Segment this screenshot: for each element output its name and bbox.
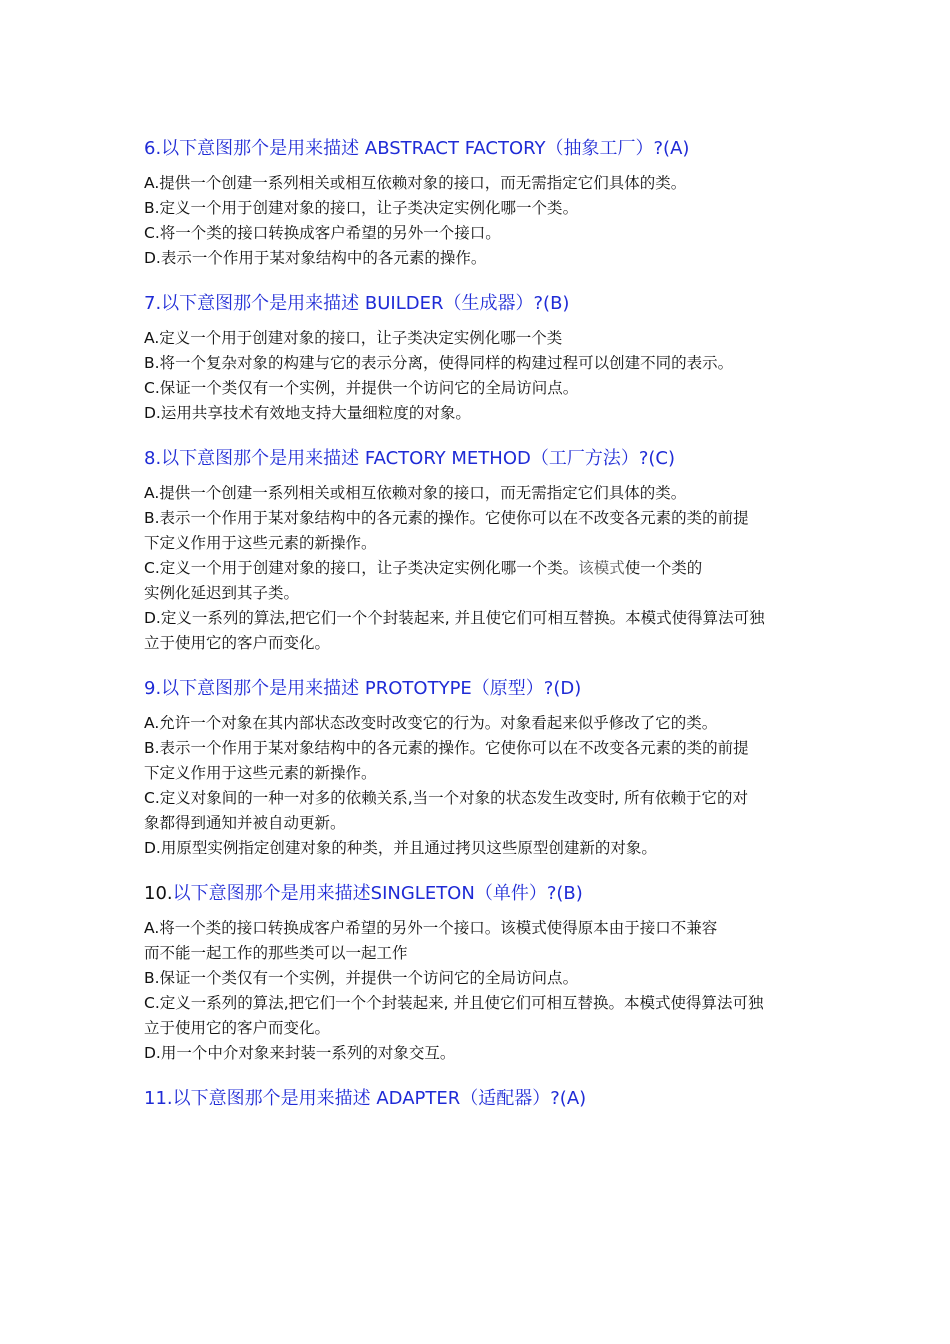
option-c-continued: 实例化延迟到其子类。	[144, 584, 300, 602]
option-a: A.提供一个创建一系列相关或相互依赖对象的接口，而无需指定它们具体的类。	[144, 174, 687, 192]
option-b: B.表示一个作用于某对象结构中的各元素的操作。它使你可以在不改变各元素的类的前提	[144, 509, 749, 527]
option-a: A.将一个类的接口转换成客户希望的另外一个接口。该模式使得原本由于接口不兼容	[144, 919, 718, 937]
question-title: 11.以下意图那个是用来描述 ADAPTER（适配器）?(A)	[144, 1088, 587, 1109]
option-d: D.表示一个作用于某对象结构中的各元素的操作。	[144, 249, 487, 267]
question-6	[144, 134, 824, 271]
document-page	[144, 134, 824, 1132]
question-11	[144, 1084, 824, 1114]
option-a: A.提供一个创建一系列相关或相互依赖对象的接口，而无需指定它们具体的类。	[144, 484, 687, 502]
option-d: D.用原型实例指定创建对象的种类，并且通过拷贝这些原型创建新的对象。	[144, 839, 657, 857]
question-number: 10.	[144, 883, 173, 904]
option-a: A.允许一个对象在其内部状态改变时改变它的行为。对象看起来似乎修改了它的类。	[144, 714, 718, 732]
option-b-continued: 下定义作用于这些元素的新操作。	[144, 764, 377, 782]
option-d: D.定义一系列的算法,把它们一个个封装起来, 并且使它们可相互替换。本模式使得算法可独	[144, 609, 765, 627]
option-b: B.将一个复杂对象的构建与它的表示分离，使得同样的构建过程可以创建不同的表示。	[144, 354, 734, 372]
option-d: D.用一个中介对象来封装一系列的对象交互。	[144, 1044, 456, 1062]
question-title: 6.以下意图那个是用来描述 ABSTRACT FACTORY（抽象工厂）?(A)	[144, 138, 690, 159]
option-c-grey-text: 该模式	[578, 559, 625, 577]
question-title-text: 以下意图那个是用来描述SINGLETON（单件）?(B)	[172, 883, 583, 904]
option-c-continued: 立于使用它的客户而变化。	[144, 1019, 331, 1037]
option-b: B.保证一个类仅有一个实例，并提供一个访问它的全局访问点。	[144, 969, 579, 987]
question-title: 9.以下意图那个是用来描述 PROTOTYPE（原型）?(D)	[144, 678, 582, 699]
question-title	[144, 879, 824, 909]
question-title: 7.以下意图那个是用来描述 BUILDER（生成器）?(B)	[144, 293, 570, 314]
option-c: C.定义一系列的算法,把它们一个个封装起来, 并且使它们可相互替换。本模式使得算法可独	[144, 994, 764, 1012]
option-c-continued: 象都得到通知并被自动更新。	[144, 814, 346, 832]
option-c: C.保证一个类仅有一个实例，并提供一个访问它的全局访问点。	[144, 379, 579, 397]
option-c	[144, 556, 824, 581]
option-c: C.将一个类的接口转换成客户希望的另外一个接口。	[144, 224, 501, 242]
question-10	[144, 879, 824, 1066]
option-a: A.定义一个用于创建对象的接口，让子类决定实例化哪一个类	[144, 329, 563, 347]
option-d-continued: 立于使用它的客户而变化。	[144, 634, 331, 652]
option-c-text: C.定义一个用于创建对象的接口，让子类决定实例化哪一个类。	[144, 559, 579, 577]
question-7	[144, 289, 824, 426]
option-c: C.定义对象间的一种一对多的依赖关系,当一个对象的状态发生改变时, 所有依赖于它的对	[144, 789, 749, 807]
option-d: D.运用共享技术有效地支持大量细粒度的对象。	[144, 404, 471, 422]
option-a-continued: 而不能一起工作的那些类可以一起工作	[144, 944, 408, 962]
option-b: B.表示一个作用于某对象结构中的各元素的操作。它使你可以在不改变各元素的类的前提	[144, 739, 749, 757]
option-b: B.定义一个用于创建对象的接口，让子类决定实例化哪一个类。	[144, 199, 579, 217]
option-c-tail: 使一个类的	[624, 559, 703, 577]
option-b-continued: 下定义作用于这些元素的新操作。	[144, 534, 377, 552]
question-title: 8.以下意图那个是用来描述 FACTORY METHOD（工厂方法）?(C)	[144, 448, 676, 469]
question-8	[144, 444, 824, 656]
question-9	[144, 674, 824, 861]
